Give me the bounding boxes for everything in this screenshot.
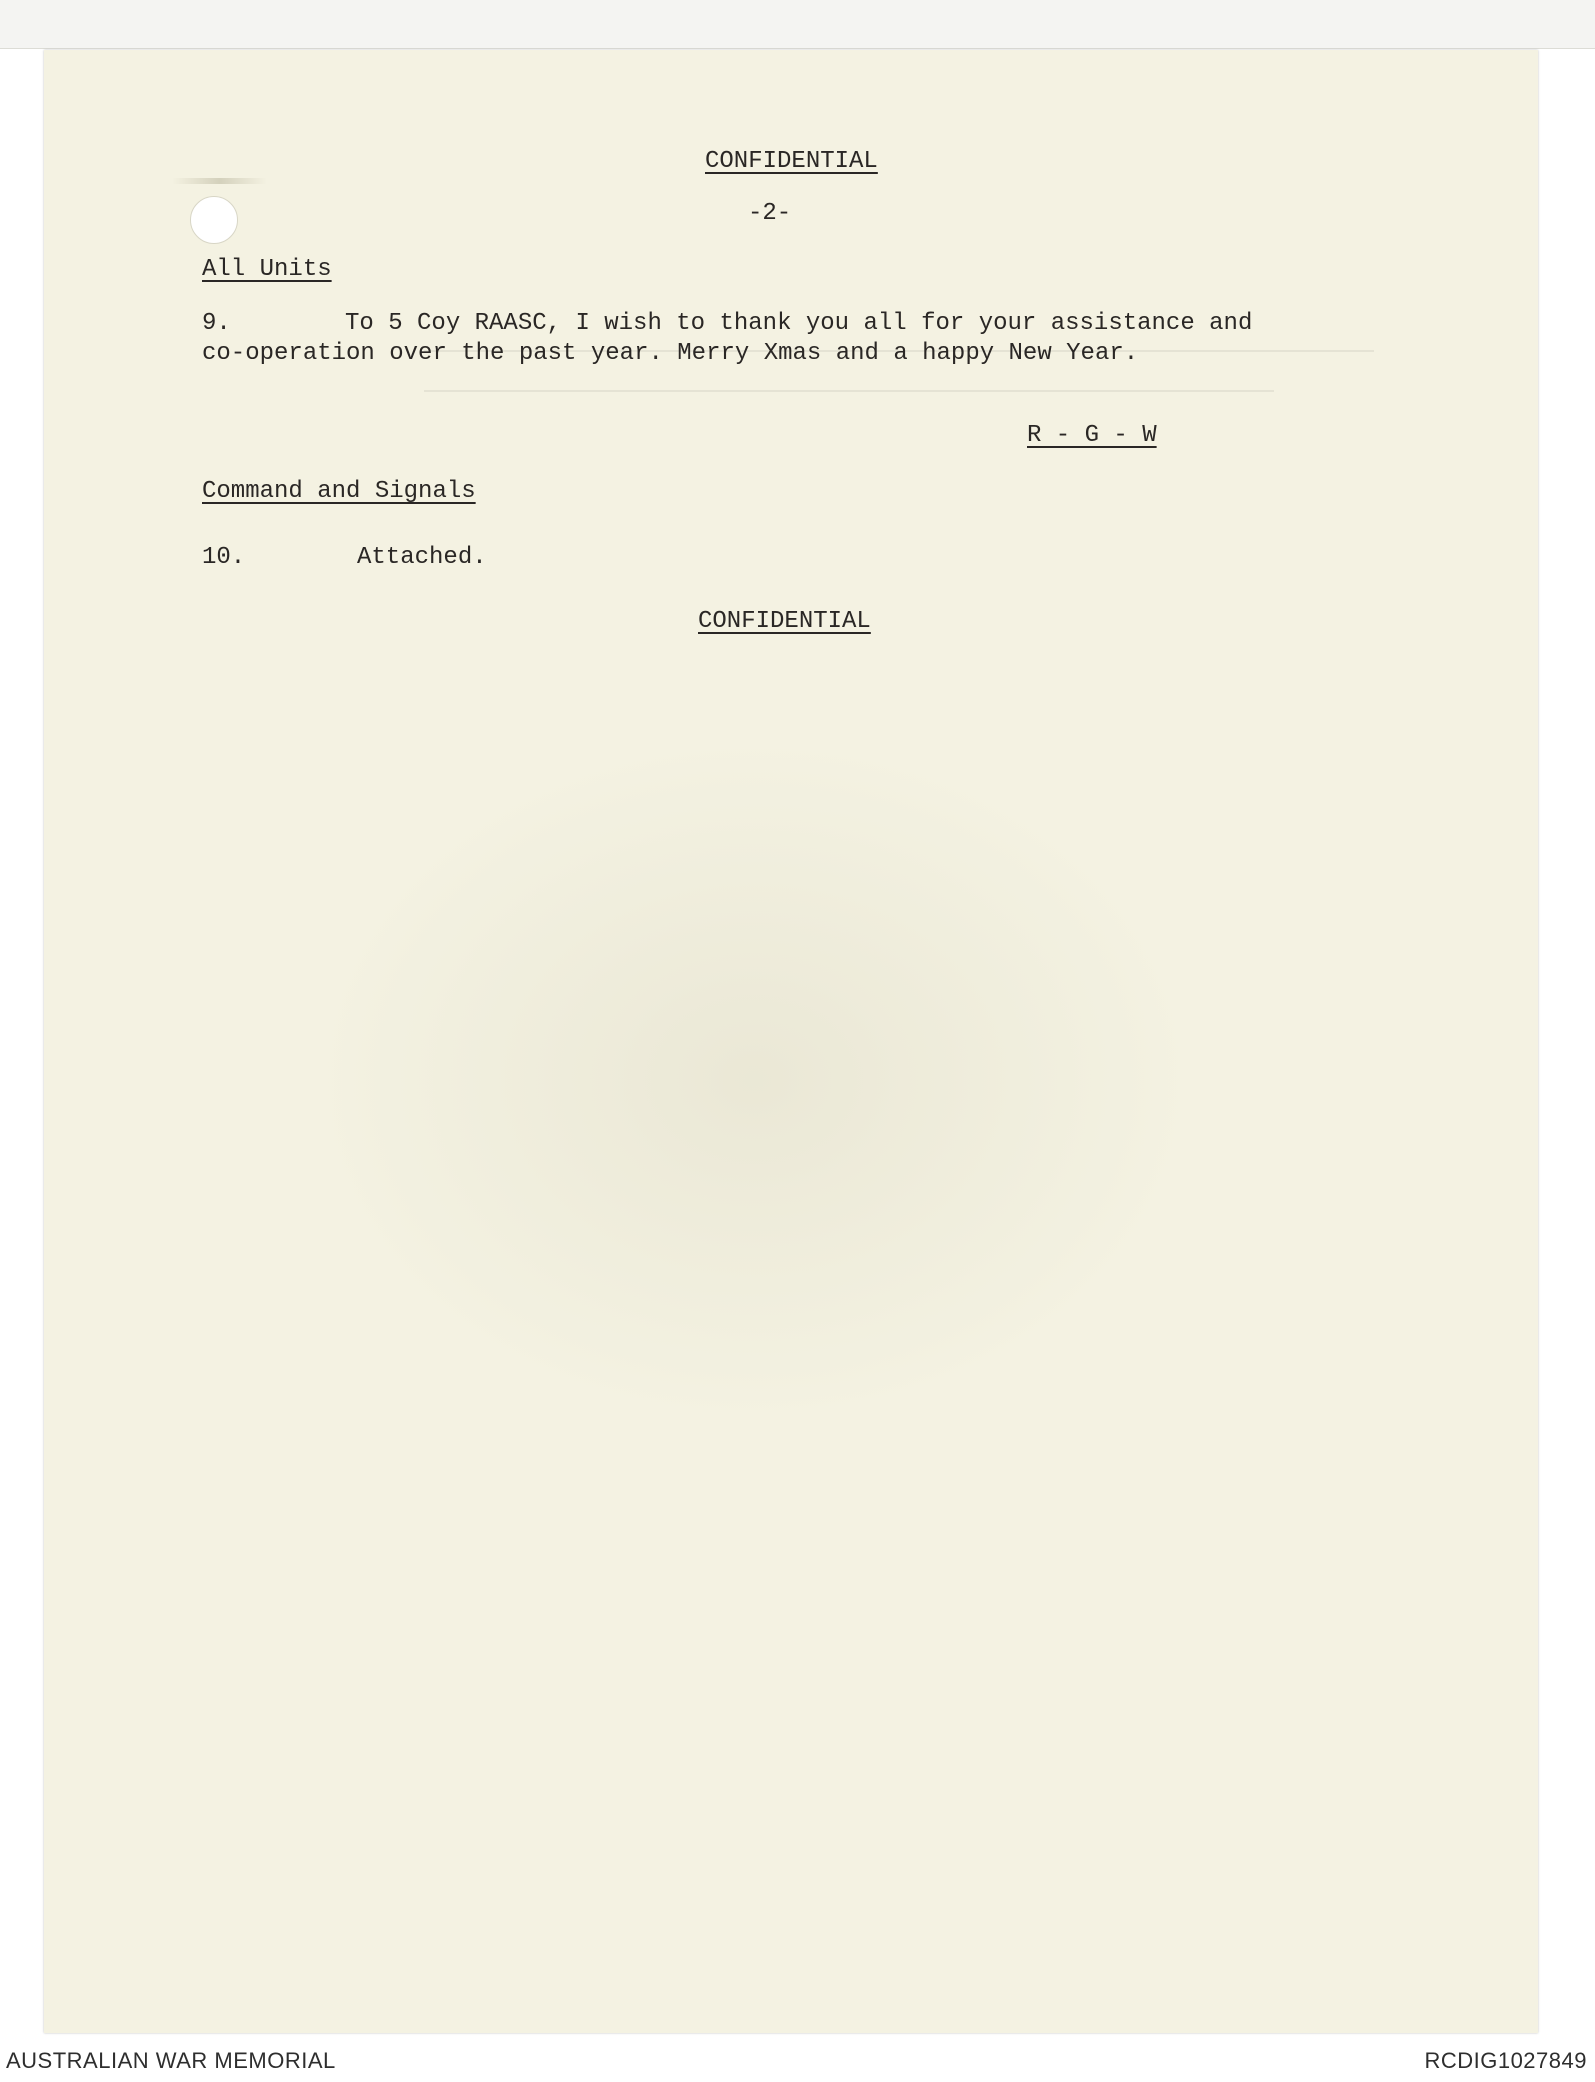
paper-smudge xyxy=(172,178,267,184)
page-number: -2- xyxy=(748,200,792,227)
paragraph-number-10: 10. xyxy=(202,544,246,571)
section-heading-command-and-signals: Command and Signals xyxy=(202,478,476,505)
bleed-through-mark xyxy=(424,390,1274,392)
archive-reference-label: RCDIG1027849 xyxy=(1424,2048,1587,2073)
header-classification: CONFIDENTIAL xyxy=(705,148,878,175)
paragraph-9-line-1: To 5 Coy RAASC, I wish to thank you all for your assistance and xyxy=(345,310,1253,337)
section-heading-all-units: All Units xyxy=(202,256,332,283)
paragraph-9-line-2: co-operation over the past year. Merry Xmas and a happy New Year. xyxy=(202,340,1139,367)
footer-classification: CONFIDENTIAL xyxy=(698,608,871,635)
archive-institution-label: AUSTRALIAN WAR MEMORIAL xyxy=(6,2048,336,2073)
punch-hole xyxy=(190,196,238,244)
paragraph-10-text: Attached. xyxy=(357,544,487,571)
scan-background-strip xyxy=(0,0,1595,49)
paper-stain xyxy=(304,730,1204,1430)
paragraph-number-9: 9. xyxy=(202,310,231,337)
signature-initials: R - G - W xyxy=(1027,422,1157,449)
